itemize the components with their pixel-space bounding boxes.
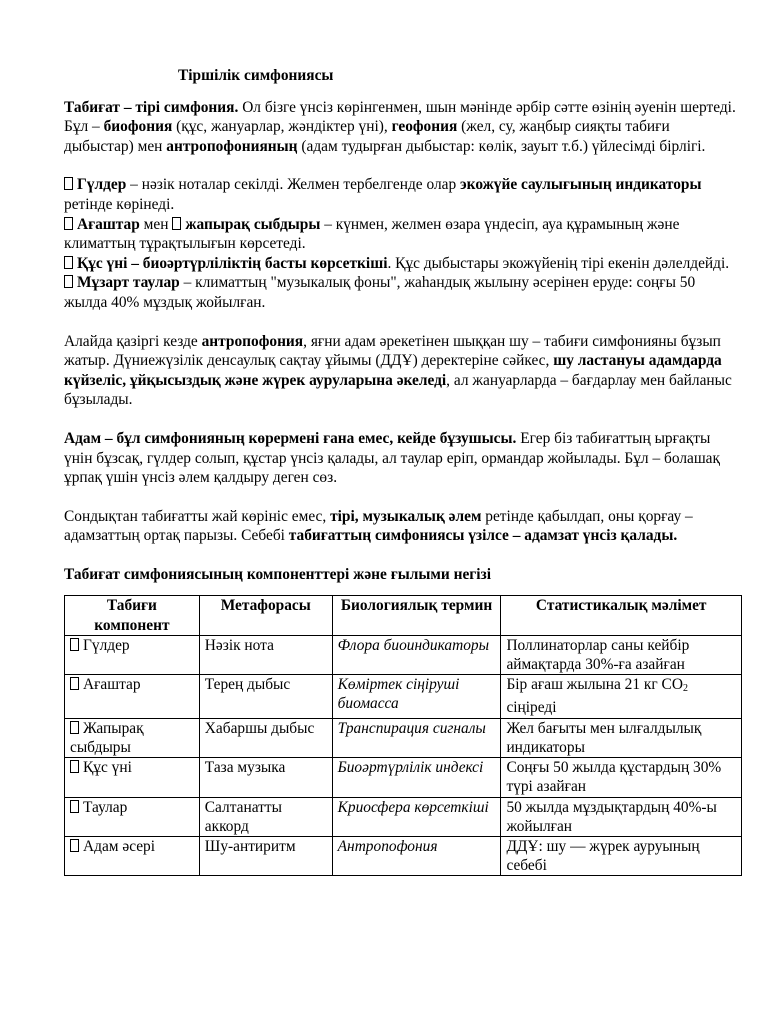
cell-metaphor: Шу-антиритм <box>199 836 332 875</box>
missing-glyph-icon <box>70 839 79 852</box>
missing-glyph-icon <box>70 800 79 813</box>
cell-component: Таулар <box>83 798 128 816</box>
cell-metaphor: Салтанатты аккорд <box>199 797 332 836</box>
cell-metaphor: Таза музыка <box>199 758 332 797</box>
components-table <box>64 595 742 876</box>
cell-stat: ДДҰ: шу — жүрек ауруының себебі <box>501 836 742 875</box>
cell-term: Флора биоиндикаторы <box>332 635 501 674</box>
missing-glyph-icon <box>64 256 73 269</box>
missing-glyph-icon <box>70 638 79 651</box>
missing-glyph-icon <box>70 677 79 690</box>
header-stat: Статистикалық мәлімет <box>501 596 742 635</box>
missing-glyph-icon <box>70 760 79 773</box>
missing-glyph-icon <box>172 217 181 230</box>
cell-component: Құс үні <box>83 759 132 777</box>
document-title: Тіршілік симфониясы <box>178 67 334 84</box>
term-biophony: биофония <box>103 118 173 136</box>
human-paragraph: Адам – бұл симфонияның көрермені ғана емес, кейде бұзушысы. Егер біз табиғаттың ырғақты үнін бұзсақ, гүлдер солып, құстар үнсіз қалады, ал таулар еріп, ормандар жойылады. Бұл – болашақ ұрпақ үшін үнсіз әлем қалдыру деген сөз. <box>64 429 720 487</box>
missing-glyph-icon <box>64 275 73 288</box>
header-term: Биологиялық термин <box>332 596 501 635</box>
table-row <box>65 635 742 674</box>
cell-stat: Соңғы 50 жылда құстардың 30% түрі азайған <box>501 758 742 797</box>
table-row <box>65 758 742 797</box>
cell-metaphor: Нәзік нота <box>199 635 332 674</box>
header-component: Табиғи компонент <box>65 596 200 635</box>
cell-metaphor: Хабаршы дыбыс <box>199 718 332 757</box>
document-page <box>64 66 742 876</box>
noise-paragraph: Алайда қазіргі кезде антропофония, яғни адам әрекетінен шыққан шу – табиғи симфонияны бұзып жатыр. Дүниежүзілік денсаулық сақтау ұйымы (ДДҰ) деректеріне сәйкес, шу ластануы адамдарда күйзеліс, ұйқысыздық және жүрек ауруларына әкеледі, ал жануарларда – бағдарлау мен байланыс бұзылады. <box>64 332 732 409</box>
cell-term: Транспирация сигналы <box>332 718 501 757</box>
cell-term: Антропофония <box>332 836 501 875</box>
table-title: Табиғат симфониясының компоненттері және ғылыми негізі <box>64 565 491 583</box>
intro-paragraph: Табиғат – тірі симфония. Ол бізге үнсіз көрінгенмен, шын мәнінде әрбір сәтте өзінің әуенін шертеді. Бұл – биофония (құс, жануарлар, жәндіктер үні), геофония (жел, су, жаңбыр сияқты табиғи дыбыстар) мен антропофонияның (адам тудырған дыбыстар: көлік, зауыт т.б.) үйлесімді бірлігі. <box>64 98 736 155</box>
cell-stat: Бір ағаш жылына 21 кг $CO_2$ сіңіреді <box>501 675 742 718</box>
term-geophony: геофония <box>391 118 458 136</box>
cell-component: Ағаштар <box>83 676 141 694</box>
bullet-trees: Ағаштар мен жапырақ сыбдыры – күнмен, желмен өзара үндесіп, ауа құрамының және климаттың тұрақтылығын көрсетеді. <box>64 215 680 253</box>
intro-lead: Табиғат – тірі симфония. <box>64 98 239 116</box>
bullet-list <box>64 175 742 312</box>
term-anthropophony: антропофонияның <box>166 137 298 155</box>
table-row <box>65 836 742 875</box>
table-header-row <box>65 596 742 635</box>
missing-glyph-icon <box>64 177 73 190</box>
missing-glyph-icon <box>64 217 73 230</box>
cell-stat: Поллинаторлар саны кейбір аймақтарда 30%-ға азайған <box>501 635 742 674</box>
cell-component: Гүлдер <box>83 636 130 654</box>
conclusion-paragraph: Сондықтан табиғатты жай көрініс емес, тірі, музыкалық әлем ретінде қабылдап, оны қорғау – адамзаттың ортақ парызы. Себебі табиғаттың симфониясы үзілсе – адамзат үнсіз қалады. <box>64 507 693 545</box>
cell-stat: Жел бағыты мен ылғалдылық индикаторы <box>501 718 742 757</box>
missing-glyph-icon <box>70 721 79 734</box>
cell-component: Адам әсері <box>83 837 156 855</box>
cell-term: Биоәртүрлілік индексі <box>332 758 501 797</box>
cell-term: Көміртек сіңіруші биомасса <box>332 675 501 718</box>
table-row <box>65 718 742 757</box>
table-row <box>65 797 742 836</box>
bullet-mountains: Мұзарт таулар – климаттың "музыкалық фоны", жаһандық жылыну әсерінен еруде: соңғы 50 жылда 40% мұздық жойылған. <box>64 274 696 311</box>
header-metaphor: Метафорасы <box>199 596 332 635</box>
cell-metaphor: Терең дыбыс <box>199 675 332 718</box>
cell-component: Жапырақ сыбдыры <box>70 719 144 756</box>
cell-term: Криосфера көрсеткіші <box>332 797 501 836</box>
bullet-birds: Құс үні – биоәртүрліліктің басты көрсеткіші. Құс дыбыстары экожүйенің тірі екенін дәлелдейді. <box>64 254 742 274</box>
table-row <box>65 675 742 718</box>
bullet-flowers: Гүлдер – нәзік ноталар секілді. Желмен тербелгенде олар экожүйе саулығының индикаторы ретінде көрінеді. <box>64 176 702 213</box>
cell-stat: 50 жылда мұздықтардың 40%-ы жойылған <box>501 797 742 836</box>
